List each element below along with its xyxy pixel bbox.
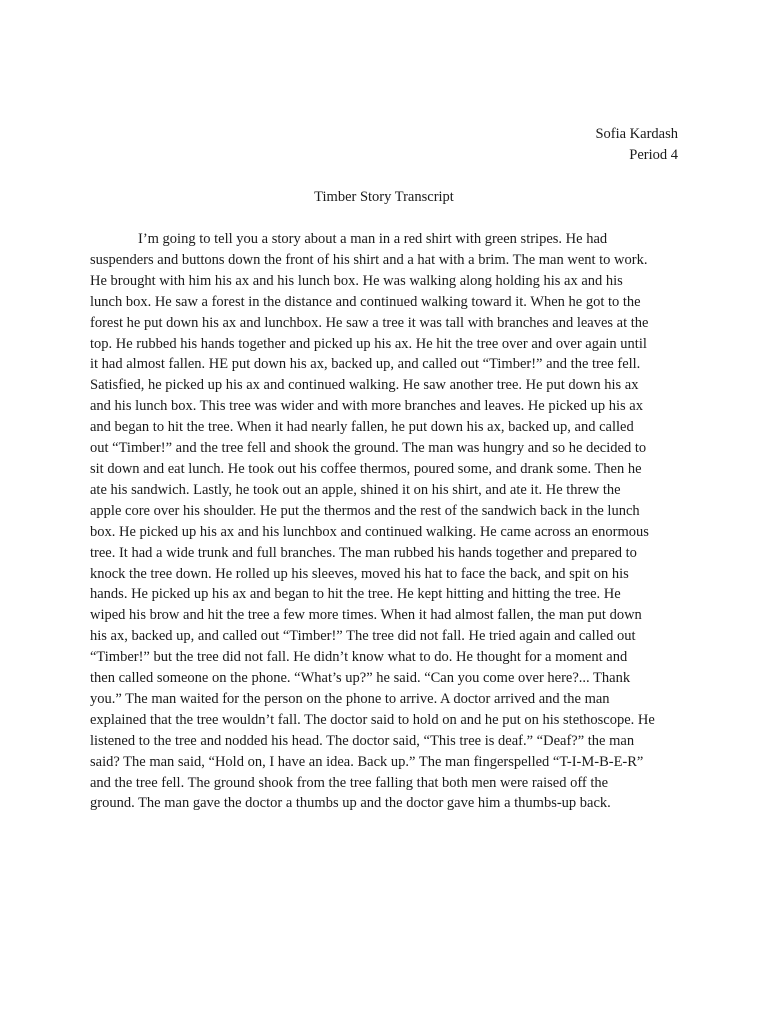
paragraph-line: forest he put down his ax and lunchbox. He saw a tree it was tall with branches and leaves at the	[90, 314, 649, 331]
paragraph-line: his ax, backed up, and called out “Timber!” The tree did not fall. He tried again and called out	[90, 628, 636, 645]
paragraph-line: hands. He picked up his ax and began to hit the tree. He kept hitting and hitting the tree. He	[90, 586, 621, 603]
paragraph-line: explained that the tree wouldn’t fall. The doctor said to hold on and he put on his stethoscope. He	[90, 711, 655, 728]
paragraph-line: ate his sandwich. Lastly, he took out an apple, shined it on his shirt, and ate it. He threw the	[90, 481, 621, 498]
paragraph-line: and his lunch box. This tree was wider and with more branches and leaves. He picked up his ax	[90, 398, 643, 415]
paragraph-line: then called someone on the phone. “What’s up?” he said. “Can you come over here?... Thank	[90, 670, 631, 687]
paragraph-line: said? The man said, “Hold on, I have an idea. Back up.” The man fingerspelled “T-I-M-B-E-R”	[90, 753, 644, 770]
paragraph-line: He brought with him his ax and his lunch box. He was walking along holding his ax and his	[90, 272, 623, 289]
paragraph-line: you.” The man waited for the person on the phone to arrive. A doctor arrived and the man	[90, 690, 610, 707]
paragraph-line: it had almost fallen. HE put down his ax, backed up, and called out “Timber!” and the tree fell.	[90, 356, 641, 373]
class-period: Period 4	[629, 147, 678, 163]
paragraph-line: I’m going to tell you a story about a man in a red shirt with green stripes. He had	[138, 231, 608, 247]
paragraph-line: tree. It had a wide trunk and full branches. The man rubbed his hands together and prepared to	[90, 544, 637, 561]
paragraph-line: knock the tree down. He rolled up his sleeves, moved his hat to face the back, and spit on his	[90, 565, 629, 582]
header-block	[595, 124, 678, 166]
author-name: Sofia Kardash	[595, 126, 678, 142]
paragraph-line: out “Timber!” and the tree fell and shook the ground. The man was hungry and so he decided to	[90, 440, 647, 457]
paragraph-line: wiped his brow and hit the tree a few more times. When it had almost fallen, the man put down	[90, 607, 642, 624]
paragraph-line: sit down and eat lunch. He took out his coffee thermos, poured some, and drank some. Then he	[90, 460, 642, 477]
paragraph-line: Satisfied, he picked up his ax and continued walking. He saw another tree. He put down his ax	[90, 377, 639, 394]
document-title: Timber Story Transcript	[314, 189, 454, 205]
paragraph-line: “Timber!” but the tree did not fall. He didn’t know what to do. He thought for a moment and	[90, 649, 628, 666]
paragraph-line: box. He picked up his ax and his lunchbox and continued walking. He came across an enormous	[90, 523, 649, 540]
paragraph-line: lunch box. He saw a forest in the distance and continued walking toward it. When he got to the	[90, 293, 641, 310]
paragraph-line: top. He rubbed his hands together and picked up his ax. He hit the tree over and over again until	[90, 335, 647, 352]
story-paragraph	[90, 229, 680, 814]
paragraph-line: ground. The man gave the doctor a thumbs up and the doctor gave him a thumbs-up back.	[90, 795, 611, 812]
paragraph-line: listened to the tree and nodded his head. The doctor said, “This tree is deaf.” “Deaf?” the man	[90, 732, 635, 749]
paragraph-line: and the tree fell. The ground shook from the tree falling that both men were raised off the	[90, 774, 609, 791]
paragraph-line: apple core over his shoulder. He put the thermos and the rest of the sandwich back in the lunch	[90, 502, 640, 519]
paragraph-line: and began to hit the tree. When it had nearly fallen, he put down his ax, backed up, and called	[90, 419, 634, 436]
paragraph-line: suspenders and buttons down the front of his shirt and a hat with a brim. The man went to work.	[90, 251, 648, 268]
